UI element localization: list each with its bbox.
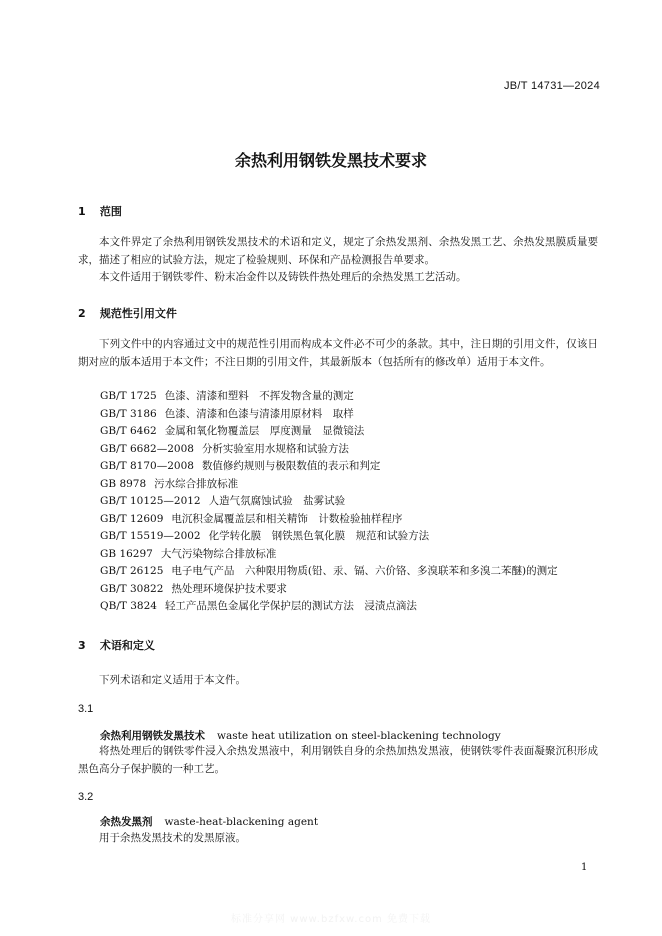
reference-code: GB/T 26125 bbox=[100, 565, 164, 577]
scope-paragraph-1: 本文件界定了余热利用钢铁发黑技术的术语和定义，规定了余热发黑剂、余热发黑工艺、余热发黑膜质量要求，描述了相应的试验方法，规定了检验规则、环保和产品检测报告单要求。 bbox=[78, 236, 598, 266]
reference-name: 化学转化膜 钢铁黑色氧化膜 规范和试验方法 bbox=[208, 530, 430, 542]
reference-item bbox=[100, 441, 558, 459]
reference-item bbox=[100, 546, 558, 564]
section-number: 1 bbox=[78, 205, 86, 218]
section-number: 2 bbox=[78, 307, 86, 320]
reference-code: GB/T 30822 bbox=[100, 582, 164, 595]
section-heading-scope bbox=[78, 203, 122, 219]
term-entry bbox=[100, 814, 318, 829]
term-definition: 用于余热发黑技术的发黑原液。 bbox=[99, 832, 246, 844]
reference-name: 人造气氛腐蚀试验 盐雾试验 bbox=[208, 495, 346, 507]
reference-name: 色漆、清漆和塑料 不挥发物含量的测定 bbox=[164, 390, 354, 402]
reference-name: 大气污染物综合排放标准 bbox=[160, 547, 277, 560]
terms-intro: 下列术语和定义适用于本文件。 bbox=[99, 674, 246, 686]
section-heading-terms bbox=[78, 637, 155, 653]
reference-code: GB/T 1725 bbox=[100, 390, 157, 402]
reference-item bbox=[100, 511, 558, 529]
reference-item bbox=[100, 406, 558, 424]
reference-name: 数值修约规则与极限数值的表示和判定 bbox=[201, 460, 381, 472]
reference-name: 电子电气产品 六种限用物质(铅、汞、镉、六价铬、多溴联苯和多溴二苯醚)的测定 bbox=[171, 565, 558, 577]
doc-code: JB/T 14731—2024 bbox=[503, 80, 600, 92]
reference-item bbox=[100, 476, 558, 494]
reference-name: 热处理环境保护技术要求 bbox=[171, 582, 287, 595]
watermark: 标准分享网 www.bzfxw.com 免费下载 bbox=[231, 914, 431, 925]
reference-item bbox=[100, 528, 558, 546]
reference-item bbox=[100, 388, 558, 406]
reference-code: GB/T 3186 bbox=[100, 407, 157, 420]
reference-code: GB 16297 bbox=[100, 547, 153, 560]
reference-list bbox=[100, 388, 558, 616]
term-chinese: 余热发黑剂 bbox=[100, 816, 153, 828]
page-number: 1 bbox=[581, 862, 588, 873]
reference-name: 电沉积金属覆盖层和相关精饰 计数检验抽样程序 bbox=[171, 512, 403, 525]
reference-code: GB/T 12609 bbox=[100, 512, 164, 525]
reference-code: GB/T 6462 bbox=[100, 425, 157, 437]
reference-item bbox=[100, 581, 558, 599]
reference-code: GB/T 10125—2012 bbox=[100, 495, 201, 507]
section-title: 术语和定义 bbox=[99, 639, 155, 652]
term-entry bbox=[100, 728, 501, 743]
reference-item bbox=[100, 458, 558, 476]
reference-item bbox=[100, 423, 558, 441]
reference-code: QB/T 3824 bbox=[100, 600, 157, 612]
term-chinese: 余热利用钢铁发黑技术 bbox=[100, 730, 205, 742]
term-english: waste heat utilization on steel-blackening technology bbox=[217, 730, 501, 742]
reference-name: 金属和氧化物覆盖层 厚度测量 显微镜法 bbox=[164, 425, 365, 437]
scope-paragraph-2: 本文件适用于钢铁零件、粉末冶金件以及铸铁件热处理后的余热发黑工艺活动。 bbox=[99, 271, 467, 283]
reference-item bbox=[100, 563, 558, 581]
reference-code: GB/T 15519—2002 bbox=[100, 530, 201, 542]
reference-code: GB/T 8170—2008 bbox=[100, 460, 194, 472]
page-title: 余热利用钢铁发黑技术要求 bbox=[234, 151, 427, 170]
reference-name: 轻工产品黑色金属化学保护层的测试方法 浸渍点滴法 bbox=[164, 600, 417, 612]
term-english: waste-heat-blackening agent bbox=[164, 816, 319, 828]
term-definition: 将热处理后的钢铁零件浸入余热发黑液中，利用钢铁自身的余热加热发黑液，使钢铁零件表面凝聚沉积形成黑色高分子保护膜的一种工艺。 bbox=[78, 745, 598, 775]
reference-name: 色漆、清漆和色漆与清漆用原材料 取样 bbox=[164, 407, 354, 420]
term-number: 3.2 bbox=[78, 791, 94, 803]
term-number: 3.1 bbox=[78, 703, 94, 715]
reference-name: 分析实验室用水规格和试验方法 bbox=[201, 442, 349, 455]
reference-name: 污水综合排放标准 bbox=[154, 477, 239, 490]
section-title: 规范性引用文件 bbox=[99, 307, 177, 320]
normative-intro: 下列文件中的内容通过文中的规范性引用而构成本文件必不可少的条款。其中，注日期的引用文件，仅该日期对应的版本适用于本文件；不注日期的引用文件，其最新版本（包括所有的修改单）适用于本文件。 bbox=[78, 338, 598, 368]
section-heading-normative bbox=[78, 305, 177, 321]
section-number: 3 bbox=[78, 639, 86, 652]
reference-item bbox=[100, 598, 558, 616]
reference-code: GB/T 6682—2008 bbox=[100, 442, 194, 455]
reference-code: GB 8978 bbox=[100, 477, 147, 490]
section-title: 范围 bbox=[99, 205, 122, 218]
reference-item bbox=[100, 493, 558, 511]
